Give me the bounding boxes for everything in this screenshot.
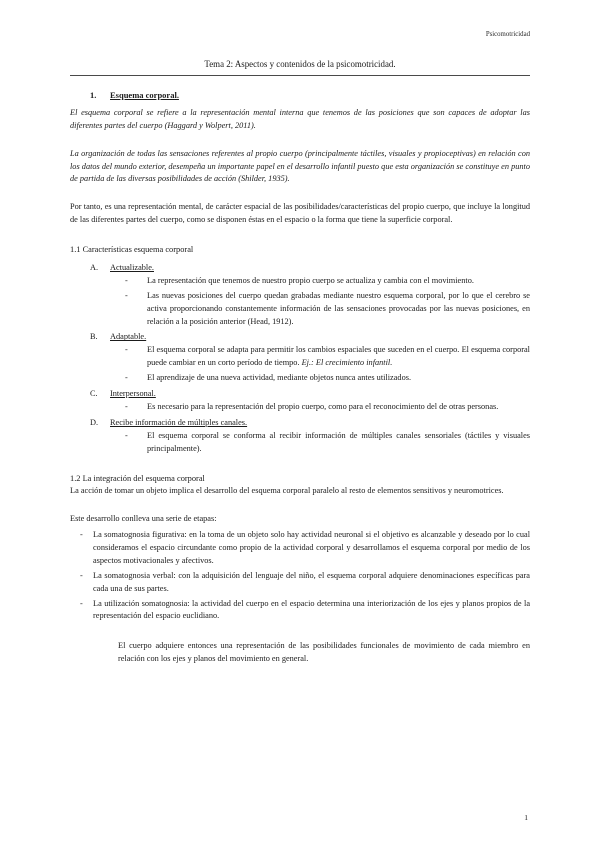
sub-bullet [125, 275, 530, 288]
page-title: Tema 2: Aspectos y contenidos de la psicomotricidad. [204, 59, 396, 69]
sub-bullet-run: El esquema corporal se adapta para permitir los cambios espaciales que suceden en el cuerpo. El esquema corporal puede cambiar en un corto período de tiempo. [147, 345, 530, 368]
page-number: 1 [524, 813, 528, 822]
bullet-marker: - [125, 345, 128, 355]
stage-bullet [80, 598, 530, 624]
section-1-number: 1. [90, 90, 97, 100]
list-item-label: Recibe información de múltiples canales. [110, 417, 248, 427]
sub-bullet-italic-run: Ej.: El crecimiento infantil. [301, 358, 393, 368]
stage-text: La somatognosia figurativa: en la toma de un objeto solo hay actividad neuronal si el objetivo es alcanzable y deseado por lo cual consideramos el espacio circundante como propio de la actividad corporal y desarrollamos el esquema corporal por medio de los aspectos motivacionales y afectivos. [93, 530, 530, 566]
section-1-2 [70, 474, 530, 666]
bullet-marker: - [80, 598, 83, 608]
list-item-letter: A. [90, 263, 99, 273]
list-item-letter: D. [90, 417, 99, 427]
stage-text: La somatognosia verbal: con la adquisición del lenguaje del niño, el esquema corporal adquiere denominaciones específicas para cada una de sus partes. [93, 570, 530, 593]
list-item-label: Adaptable. [110, 332, 147, 342]
bullet-marker: - [125, 402, 128, 412]
list-item-label: Interpersonal. [110, 389, 156, 399]
body-paragraph: Este desarrollo conlleva una serie de etapas: [70, 514, 217, 524]
sub-bullet-text [147, 401, 530, 414]
body-paragraph: Por tanto, es una representación mental, de carácter espacial de las posibilidades/características del propio cuerpo, que incluye la longitud de las diferentes partes del cuerpo, como se disponen éstas en el espacio o la forma que tiene la superficie corporal. [70, 202, 530, 225]
sub-bullet-run: Es necesario para la representación del propio cuerpo, como para el reconocimiento del de otras personas. [147, 402, 499, 412]
running-header: Psicomotricidad [485, 31, 530, 38]
bullet-marker: - [125, 373, 128, 383]
bullet-marker: - [80, 530, 83, 540]
section-1-heading [90, 90, 530, 100]
sub-bullet [125, 430, 530, 456]
sub-bullet-text [147, 372, 530, 385]
sub-bullet [125, 290, 530, 329]
section-1-2-heading: 1.2 La integración del esquema corporal [70, 473, 205, 483]
sub-bullet [125, 401, 530, 414]
sub-bullet-run: La representación que tenemos de nuestro propio cuerpo se actualiza y cambia con el movimiento. [147, 276, 474, 286]
bullet-marker: - [125, 290, 128, 300]
list-item-c [90, 389, 530, 398]
quote-paragraph: El esquema corporal se refiere a la representación mental interna que tenemos de las posiciones que son capaces de adoptar las diferentes partes del cuerpo (Haggard y Wolpert, 2011). [70, 108, 530, 130]
sub-bullet-run: El esquema corporal se conforma al recibir información de múltiples canales sensoriales (táctiles y visuales principalmente). [147, 430, 530, 453]
title-block [70, 54, 530, 76]
stage-text: La utilización somatognosia: la actividad del cuerpo en el espacio determina una interiorización de los ejes y planos propios de la representación del espacio euclidiano. [93, 598, 530, 621]
list-item-letter: B. [90, 332, 98, 342]
stage-bullet [80, 570, 530, 596]
sub-bullet-text [147, 344, 530, 370]
sub-bullet-run: El aprendizaje de una nueva actividad, mediante objetos nunca antes utilizados. [147, 373, 412, 383]
sub-bullet-text [147, 290, 530, 329]
sub-bullet [125, 372, 530, 385]
bullet-marker: - [125, 276, 128, 286]
quote-paragraph: La organización de todas las sensaciones referentes al propio cuerpo (principalmente táctiles, visuales y propioceptivas) en relación con los datos del mundo exterior, desempeña un importante papel en el desarrollo infantil puesto que esta organización se constituye en punto de partida de las diversas posibilidades de acción (Shilder, 1935). [70, 148, 530, 184]
sub-bullet [125, 344, 530, 370]
list-item-b [90, 332, 530, 341]
body-paragraph: La acción de tomar un objeto implica el desarrollo del esquema corporal paralelo al resto de elementos sensitivos y neuromotrices. [70, 485, 504, 495]
section-1-title: Esquema corporal. [110, 90, 179, 100]
list-item-letter: C. [90, 389, 98, 399]
sub-bullet-text [147, 275, 530, 288]
list-item-label: Actualizable. [110, 263, 154, 273]
list-item-a [90, 263, 530, 272]
bullet-marker: - [80, 570, 83, 580]
stage-bullet [80, 529, 530, 568]
section-1-1-heading: 1.1 Características esquema corporal [70, 245, 194, 255]
bullet-marker: - [125, 430, 128, 440]
sub-bullet-text [147, 430, 530, 456]
list-item-d [90, 418, 530, 427]
sub-bullet-run: Las nuevas posiciones del cuerpo quedan grabadas mediante nuestro esquema corporal, por lo que el cerebro se activa proporcionando constantemente información de las sensaciones provocadas por las nuevas posiciones, en relación a la posición anterior (Head, 1912). [147, 290, 530, 326]
closing-paragraph: El cuerpo adquiere entonces una representación de las posibilidades funcionales de movimiento de cada miembro en relación con los ejes y planos del movimiento en general. [118, 641, 530, 664]
